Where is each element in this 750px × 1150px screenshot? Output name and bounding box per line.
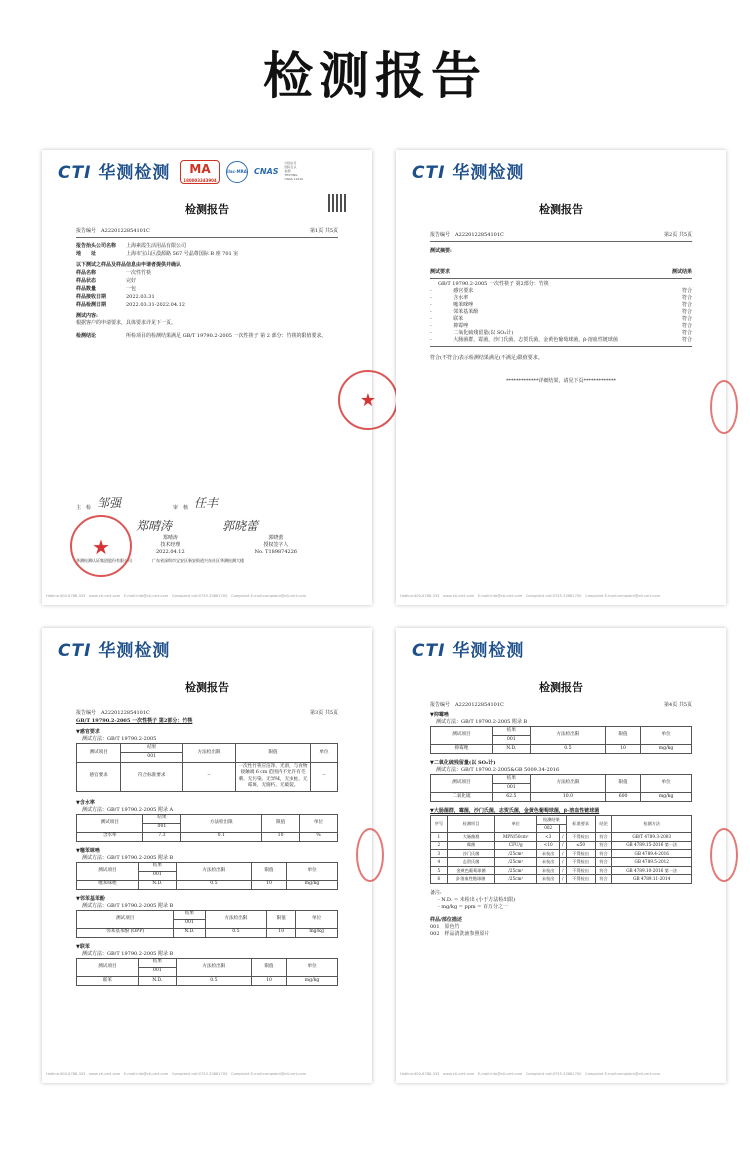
report-title: 检测报告 (539, 203, 583, 216)
company-seal-icon: ★ (70, 515, 132, 577)
page-heading: 检测报告 (263, 47, 487, 105)
detail-results: GB/T 19790.2-2005 一次性筷子 第2部分：竹筷 ▼感官要求 测试方法：GB/T 19790.2-2005 测试项目 结果 方法检出限 限值 单位 001 感官要求 符合标准要求 -- 一次性竹筷应洁净、光滑，与食物接触端 6 cm 范围内不允许有毛刺、无污染、无异味，无虫蛀、无霉斑，无腐朽、无破裂。 -- ▼含水率 测试方法：GB/T 19790.2-2005 附录 A 测试项目 结果 方法检出限 限值 单位 001 含水率 7.3 0.1 10 % ▼噻苯咪唑 测试方法：GB/T 19790.2-2005 附录 B 测试项目 结果 方法检出限 限值 单位 001 噻苯咪唑 N.D. 0.5 10 mg/kg ▼邻苯基苯酚 测试方法：GB/T 19790.2-2005 附录 B 测试项目 结果 方法检出限 限值 单位 001 邻苯基苯酚 (OPP) N.D. 0.5 10 mg/kg ▼联苯 测试方法：GB/T 19790.2-2005 附录 B 测试项目 结果 方法检出限 限值 单位 001 联苯 N.D. 0.5 10 mg/kg (76, 718, 338, 986)
imazalil-table: 测试项目 结果 方法检出限 限值 单位 001 抑霉唑 N.D. 0.5 10 mg/kg (430, 726, 692, 754)
report-header: 报告编号 A2220122854101C 第2页 共5页 (430, 232, 692, 238)
report-footer: Hotline:400-6788-333 www.cti-cert.com E-mail:info@cti-cert.com Complaint call:0755-33681700 Complaint E-mail:complaint@cti-cert.com (400, 593, 661, 598)
cti-logo: CTI 华测检测 (58, 163, 171, 183)
test-summary: 测试摘要: 测试要求 测试结果 GB/T 19790.2-2005 一次性筷子 第2部分：竹筷 - 感官要求 符合 - 含水率 符合 - 噻苯咪唑 符合 - 邻苯基苯酚 符合 - 联苯 符合 - 抑霉唑 符合 - 二氧化硫残留量(以 SO₂计) 符合 - 大肠菌群，霉菌，沙门氏菌，志贺氏菌，金黄色葡萄球菌，β-溶血性链球菌 符合 符合(不符合)表示检测结果满足(不满足)限值要求。 *************详细结果，请见下页************* (430, 248, 692, 384)
cti-logo: CTI 华测检测 (58, 641, 171, 661)
signature-manager: 郑晴涛 (136, 518, 173, 533)
microbe-table: 序号 检测项目 单位 检测结果 标准要求 结论 检测方法 002 1 大肠菌群 MPN/50cm² <3 / 不得检出 符合 GB/T 4789.3-2003 2 霉菌 CFU/g <10 / ≤50 符合 GB 4789.15-2016 第一法 3 沙门氏菌 /25cm² 未检出 / 不得检出 符合 GB 4789.4-2016 4 志贺氏菌 /25cm² 未检出 / 不得检出 符合 GB 4789.5-2012 5 金黄色葡萄球菌 /25cm² 未检出 / 不得检出 符合 GB 4789.10-2016 第一法 6 β-溶血性链球菌 /25cm² 未检出 / 不得检出 符合 GB 4789.11-2014 (430, 815, 692, 884)
biphenyl-table: 测试项目 结果 方法检出限 限值 单位 001 联苯 N.D. 0.5 10 mg/kg (76, 958, 338, 986)
cnas-text: 中国认可 国际互认 检测 TESTING CNAS L1910 (284, 161, 304, 181)
report-body: 报告抬头公司名称 上海素霞生活用品有限公司 地 址 上海市宝山区漠源路 567 号晶尊国际 B 座 701 室 以下测试之样品及样品信息由申请者提供并确认 样品名称 一次性竹筷 样品状态 完好 样品数量 一包 样品接收日期 2022.03.31 样品检测日期 2022.03.31-2022.04.12 测试内容: 根据客户的申请要求，具体要求详见下一页。 检测结论 所检项目的检测结果满足 GB/T 19790.2-2005 一次性筷子 第 2 部分：竹筷的限值要求。 (76, 243, 327, 339)
cnas-icon: CNAS (254, 167, 279, 177)
moisture-table: 测试项目 结果 方法检出限 限值 单位 001 含水率 7.3 0.1 10 % (76, 814, 338, 842)
report-page-3 (42, 628, 372, 1083)
cti-logo: CTI 华测检测 (412, 163, 525, 183)
opp-table: 测试项目 结果 方法检出限 限值 单位 001 邻苯基苯酚 (OPP) N.D. 0.5 10 mg/kg (76, 910, 338, 938)
detail-results: ▼抑霉唑 测试方法：GB/T 19790.2-2005 附录 B 测试项目 结果 方法检出限 限值 单位 001 抑霉唑 N.D. 0.5 10 mg/kg ▼二氧化硫残留量(以 SO₂计) 测试方法：GB/T 19790.2-2005&GB 5009.34-2016 测试项目 结果 方法检出限 限值 单位 001 二氧化硫 62.5 10.0 600 mg/kg ▼大肠菌群，霉菌，沙门氏菌，志贺氏菌，金黄色葡萄球菌，β-溶血性链球菌 序号 检测项目 单位 检测结果 标准要求 结论 检测方法 002 1 大肠菌群 MPN/50cm² <3 / 不得检出 符合 GB/T 4789.3-2003 2 霉菌 CFU/g <10 / ≤50 符合 GB 4789.15-2016 第一法 3 沙门氏菌 /25cm² 未检出 / 不得检出 符合 GB 4789.4-2016 4 志贺氏菌 /25cm² 未检出 / 不得检出 符合 GB 4789.5-2012 5 金黄色葡萄球菌 /25cm² 未检出 / 不得检出 符合 GB 4789.10-2016 第一法 6 β-溶血性链球菌 /25cm² 未检出 / 不得检出 符合 GB 4789.11-2014 备注: - N.D. = 未检出 (小于方法检出限) - mg/kg = ppm = 百万分之一 样品/部位描述 001 原色竹 002 样品清洗液参照原片 (430, 712, 692, 938)
report-page-1 (42, 150, 377, 605)
edge-seal-icon (356, 828, 384, 882)
thiabendazole-table: 测试项目 结果 方法检出限 限值 单位 001 噻苯咪唑 N.D. 0.5 10 mg/kg (76, 862, 338, 890)
signature-review: 任丰 (194, 496, 219, 510)
report-page-2 (396, 150, 726, 605)
report-footer: Hotline:400-6788-333 www.cti-cert.com E-mail:info@cti-cert.com Complaint call:0755-33681700 Complaint E-mail:complaint@cti-cert.com (46, 1071, 307, 1076)
signature-block: 主 检 邹强 审 核 任丰 郑晴涛 郭晓蕾 郑晴涛 技术经理 2022.04.12 郭晓蕾 授权签字人 No. T189874226 华测检测认证集团股份有限公司 广东省深圳市宝安区新安街道兴东社区华测检测大楼 (76, 496, 298, 563)
so2-table: 测试项目 结果 方法检出限 限值 单位 001 二氧化硫 62.5 10.0 600 mg/kg (430, 774, 692, 802)
ilac-mra-icon: ilac-MRA (226, 161, 248, 183)
cti-logo: CTI 华测检测 (412, 641, 525, 661)
accreditation-marks (180, 160, 303, 184)
report-title: 检测报告 (185, 681, 229, 694)
report-footer: Hotline:400-6788-333 www.cti-cert.com E-mail:info@cti-cert.com Complaint call:0755-33681700 Complaint E-mail:complaint@cti-cert.com (46, 593, 307, 598)
report-header: 报告编号 A2220122854101C 第3页 共5页 (76, 710, 338, 716)
report-header: 报告编号 A2220122854101C 第4页 共5页 (430, 702, 692, 708)
sensory-table: 测试项目 结果 方法检出限 限值 单位 001 感官要求 符合标准要求 -- 一次性竹筷应洁净、光滑，与食物接触端 6 cm 范围内不允许有毛刺、无污染、无异味，无虫蛀、无霉斑，无腐朽、无破裂。 -- (76, 743, 338, 792)
red-seal-icon: ★ (338, 370, 398, 430)
report-header: 报告编号 A2220122854101C 第1页 共5页 (76, 228, 338, 234)
report-title: 检测报告 (185, 203, 229, 216)
report-footer: Hotline:400-6788-333 www.cti-cert.com E-mail:info@cti-cert.com Complaint call:0755-33681700 Complaint E-mail:complaint@cti-cert.com (400, 1071, 661, 1076)
edge-seal-icon (710, 828, 738, 882)
report-page-4 (396, 628, 726, 1083)
edge-seal-icon (710, 380, 738, 434)
signature-chief: 邹强 (97, 496, 122, 510)
report-title: 检测报告 (539, 681, 583, 694)
signature-authorized: 郭晓蕾 (222, 518, 259, 533)
ma-mark-icon: MA 180003343904 (180, 160, 220, 184)
